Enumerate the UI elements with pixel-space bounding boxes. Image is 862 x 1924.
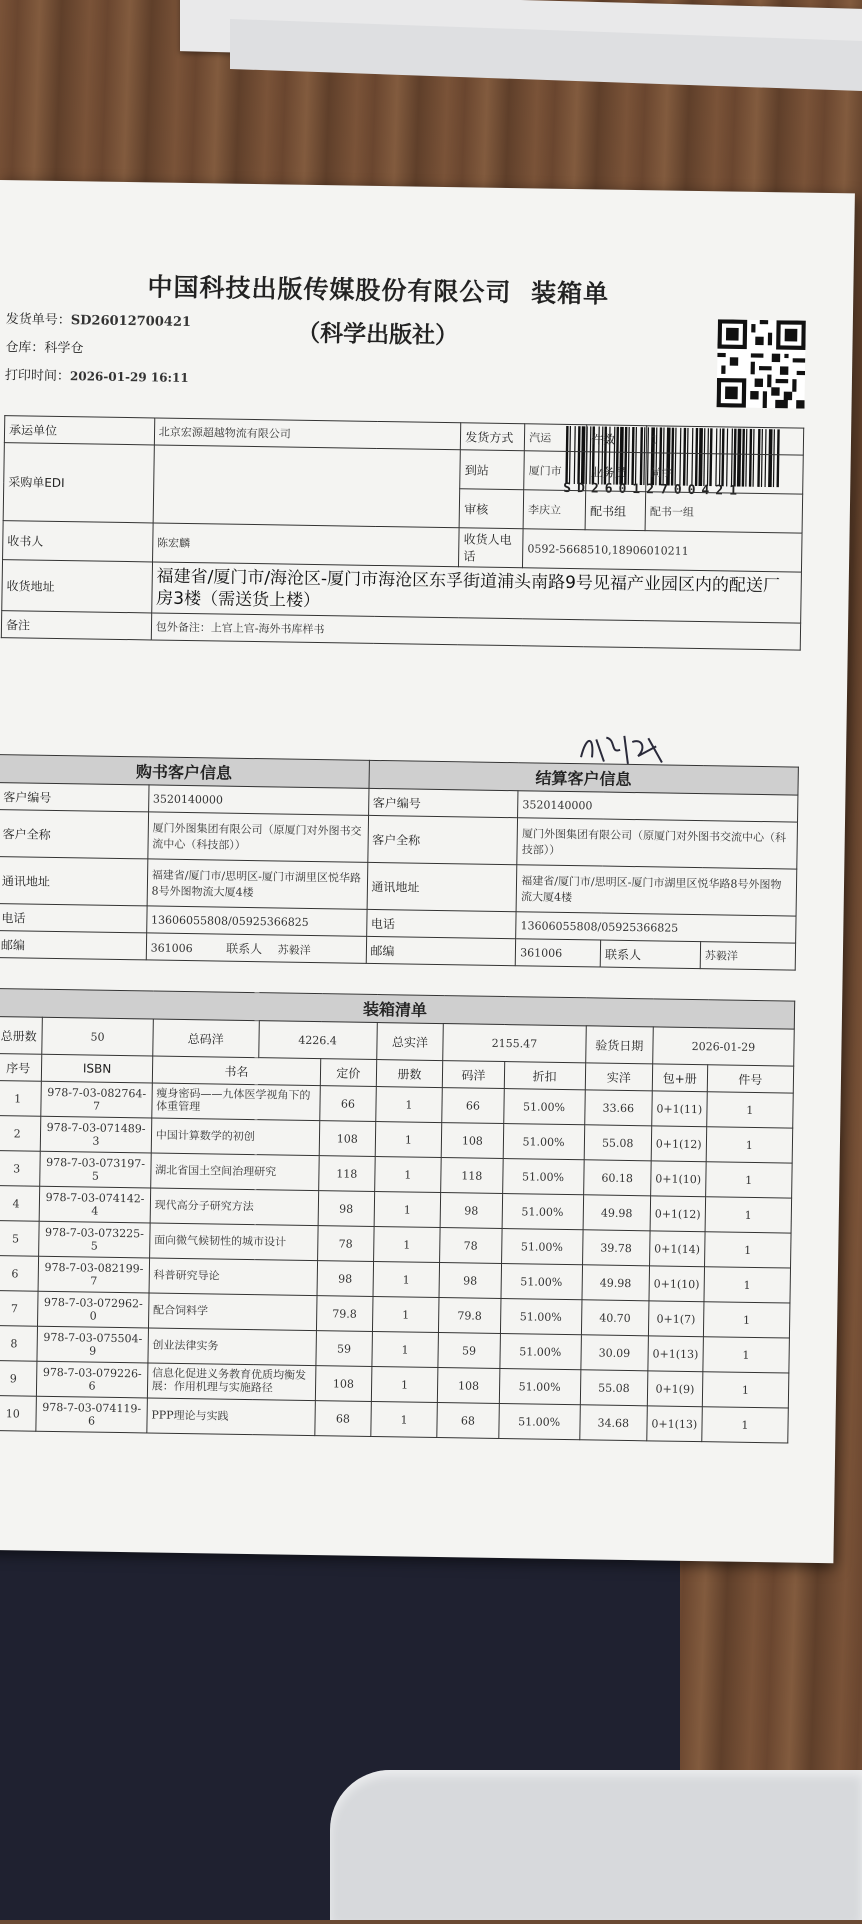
buyer-addr: 福建省/厦门市/思明区-厦门市湖里区悦华路8号外图物流大厦4楼 <box>147 859 368 909</box>
cell-list-price: 108 <box>438 1368 500 1404</box>
cell-pack: 0+1(13) <box>647 1406 702 1442</box>
cell-pack: 0+1(7) <box>648 1301 703 1337</box>
cell-pack: 0+1(14) <box>649 1231 704 1267</box>
company-name: 中国科技出版传媒股份有限公司 <box>147 272 512 308</box>
cell-seq: 6 <box>0 1256 39 1292</box>
total-books: 50 <box>42 1017 153 1056</box>
cell-price: 78 <box>318 1226 374 1262</box>
cell-net-price: 49.98 <box>583 1195 651 1231</box>
cell-title: 科普研究导论 <box>149 1258 318 1296</box>
edi-value <box>153 445 461 528</box>
cell-isbn: 978-7-03-073197-5 <box>40 1151 151 1188</box>
cell-qty: 1 <box>373 1226 440 1262</box>
cell-seq: 9 <box>0 1360 37 1396</box>
buyer-zip-cell <box>146 933 366 963</box>
cell-price: 118 <box>319 1156 375 1192</box>
cell-seq: 1 <box>0 1081 42 1117</box>
cell-pack: 0+1(13) <box>648 1336 703 1372</box>
settle-contact: 苏毅洋 <box>700 942 795 970</box>
cell-price: 98 <box>318 1191 374 1227</box>
cell-list-price: 59 <box>438 1333 500 1369</box>
address-value: 福建省/厦门市/海沧区-厦门市海沧区东孚街道浦头南路9号见福产业园区内的配送厂房3楼（需送货上楼） <box>151 562 801 623</box>
cell-title: 配合饲料学 <box>148 1293 317 1331</box>
buyer-zip: 361006 <box>150 940 193 955</box>
cell-pack: 0+1(9) <box>647 1371 702 1407</box>
cell-title: 湖北省国土空间治理研究 <box>150 1153 319 1191</box>
cell-isbn: 978-7-03-079226-6 <box>37 1361 148 1398</box>
warehouse-label: 仓库： <box>5 340 45 356</box>
cell-seq: 7 <box>0 1290 38 1326</box>
print-time: 2026-01-29 16:11 <box>69 369 189 385</box>
column-header-price: 定价 <box>320 1059 376 1087</box>
audit-label: 审核 <box>459 489 524 529</box>
cell-piece: 1 <box>702 1372 789 1408</box>
phone-value: 0592-5668510,18906010211 <box>523 529 802 572</box>
settle-code-label: 客户编号 <box>368 788 518 817</box>
cell-isbn: 978-7-03-074119-6 <box>36 1396 147 1433</box>
cell-qty: 1 <box>375 1122 442 1158</box>
edi-label: 采购单EDI <box>3 443 154 523</box>
settle-zip: 361006 <box>515 939 600 967</box>
cell-qty: 1 <box>370 1401 437 1437</box>
buyer-name-label: 客户全称 <box>0 810 148 859</box>
cell-discount: 51.00% <box>499 1333 581 1369</box>
packing-section-title: 装箱清单 <box>0 989 795 1030</box>
cell-seq: 3 <box>0 1151 41 1187</box>
settle-contact-label: 联系人 <box>600 940 700 969</box>
column-header-qty: 册数 <box>376 1060 443 1088</box>
check-date: 2026-01-29 <box>653 1027 795 1066</box>
cell-piece: 1 <box>705 1197 792 1233</box>
settle-code: 3520140000 <box>518 791 798 822</box>
settle-section-title: 结算客户信息 <box>369 760 799 795</box>
customer-table <box>0 754 799 971</box>
recipient-label: 收书人 <box>3 521 153 562</box>
settle-addr: 福建省/厦门市/思明区-厦门市湖里区悦华路8号外图物流大厦4楼 <box>516 865 796 916</box>
cell-qty: 1 <box>371 1331 438 1367</box>
cell-qty: 1 <box>373 1261 440 1297</box>
settle-phone-label: 电话 <box>366 909 516 938</box>
check-date-label: 验货日期 <box>585 1026 653 1064</box>
cell-discount: 51.00% <box>501 1264 583 1300</box>
column-header-pack: 包+册 <box>652 1064 707 1092</box>
ship-no-label: 发货单号： <box>5 312 71 329</box>
document-title <box>0 265 759 313</box>
qr-code <box>717 319 806 408</box>
ship-no: SD26012700421 <box>70 313 192 331</box>
buyer-zip-label: 邮编 <box>0 931 146 960</box>
cell-seq: 4 <box>0 1186 40 1222</box>
settle-zip-label: 邮编 <box>366 936 516 965</box>
cell-title: 中国计算数学的初创 <box>151 1118 320 1156</box>
cell-pack: 0+1(10) <box>651 1161 706 1197</box>
total-price: 4226.4 <box>258 1021 377 1060</box>
cell-isbn: 978-7-03-082199-7 <box>38 1256 149 1293</box>
cell-seq: 8 <box>0 1325 38 1361</box>
cell-piece: 1 <box>701 1407 788 1443</box>
buyer-contact: 苏毅洋 <box>277 942 311 957</box>
cell-piece: 1 <box>706 1127 793 1163</box>
cell-title: 瘦身密码——九体医学视角下的体重管理 <box>152 1083 321 1121</box>
buyer-section-title: 购书客户信息 <box>0 755 369 789</box>
settle-phone: 13606055808/05925366825 <box>516 912 796 943</box>
cell-title: 现代高分子研究方法 <box>150 1188 319 1226</box>
cell-qty: 1 <box>374 1192 441 1228</box>
cell-qty: 1 <box>372 1296 439 1332</box>
cell-discount: 51.00% <box>503 1124 585 1160</box>
packing-table <box>0 988 795 1444</box>
cell-discount: 51.00% <box>499 1368 581 1404</box>
salesman-value: 尚宇 <box>646 453 803 494</box>
cell-isbn: 978-7-03-071489-3 <box>41 1116 152 1153</box>
cell-price: 68 <box>315 1401 371 1437</box>
total-books-label: 总册数 <box>0 1017 43 1055</box>
shipping-table <box>1 415 804 651</box>
carrier-label: 承运单位 <box>4 416 154 445</box>
cell-title: 面向微气候韧性的城市设计 <box>149 1223 318 1261</box>
cell-price: 59 <box>316 1331 372 1367</box>
cell-net-price: 34.68 <box>579 1405 647 1441</box>
cell-title: 创业法律实务 <box>148 1328 317 1366</box>
cell-isbn: 978-7-03-075504-9 <box>37 1326 148 1363</box>
cell-seq: 5 <box>0 1221 39 1257</box>
cell-net-price: 60.18 <box>583 1160 651 1196</box>
recipient-value: 陈宏麟 <box>152 523 459 567</box>
cell-net-price: 40.70 <box>581 1300 649 1336</box>
cell-qty: 1 <box>374 1157 441 1193</box>
cell-seq: 2 <box>0 1116 41 1152</box>
cell-qty: 1 <box>371 1366 438 1402</box>
pieces-value: 1 <box>646 426 803 455</box>
column-header-title: 书名 <box>152 1056 321 1086</box>
cell-net-price: 39.78 <box>582 1230 650 1266</box>
buyer-addr-label: 通讯地址 <box>0 857 148 906</box>
settle-name: 厦门外图集团有限公司（原厦门对外图书交流中心（科技部）） <box>517 818 797 869</box>
column-header-piece: 件号 <box>707 1065 794 1093</box>
cell-list-price: 68 <box>437 1403 499 1439</box>
cell-isbn: 978-7-03-072962-0 <box>38 1291 149 1328</box>
buyer-contact-label: 联系人 <box>226 941 263 956</box>
cell-price: 66 <box>320 1086 376 1122</box>
handwritten-signature <box>576 727 667 768</box>
cell-list-price: 78 <box>440 1228 502 1264</box>
cell-net-price: 55.08 <box>580 1370 648 1406</box>
remark-label: 备注 <box>1 611 151 640</box>
cell-pack: 0+1(11) <box>652 1091 707 1127</box>
cell-pack: 0+1(12) <box>651 1126 706 1162</box>
cell-piece: 1 <box>704 1267 791 1303</box>
column-header-net-price: 实洋 <box>585 1063 653 1091</box>
cell-discount: 51.00% <box>500 1298 582 1334</box>
cell-discount: 51.00% <box>501 1229 583 1265</box>
document-subtitle: （科学出版社） <box>296 320 459 350</box>
cell-title: 信息化促进义务教育优质均衡发展：作用机理与实施路径 <box>147 1363 316 1401</box>
total-actual-label: 总实洋 <box>376 1023 443 1061</box>
cell-list-price: 98 <box>440 1193 502 1229</box>
buyer-code: 3520140000 <box>148 785 368 815</box>
cell-piece: 1 <box>706 1092 793 1128</box>
cell-pack: 0+1(12) <box>650 1196 705 1232</box>
cell-list-price: 108 <box>441 1123 503 1159</box>
buyer-phone-label: 电话 <box>0 904 147 933</box>
cell-qty: 1 <box>375 1087 442 1123</box>
print-time-row <box>5 364 189 386</box>
warehouse: 科学仓 <box>44 340 84 357</box>
settle-name-label: 客户全称 <box>367 815 517 864</box>
cell-piece: 1 <box>705 1162 792 1198</box>
salesman-label: 业务员 <box>586 452 647 492</box>
cell-piece: 1 <box>704 1232 791 1268</box>
cell-list-price: 79.8 <box>439 1298 501 1334</box>
cell-list-price: 118 <box>441 1158 503 1194</box>
cell-isbn: 978-7-03-074142-4 <box>39 1186 150 1223</box>
cell-discount: 51.00% <box>503 1089 585 1125</box>
column-header-seq: 序号 <box>0 1054 42 1082</box>
remark-value: 包外备注：上官上官-海外书库样书 <box>151 613 801 650</box>
cell-piece: 1 <box>703 1337 790 1373</box>
total-actual: 2155.47 <box>443 1024 586 1063</box>
group-value: 配书一组 <box>645 492 802 533</box>
method-label: 发货方式 <box>461 423 525 451</box>
cell-discount: 51.00% <box>498 1403 580 1439</box>
packing-slip-sheet <box>0 180 855 1563</box>
cell-piece: 1 <box>703 1302 790 1338</box>
doc-type: 装箱单 <box>530 278 610 309</box>
settle-addr-label: 通讯地址 <box>367 862 517 911</box>
cell-net-price: 33.66 <box>584 1090 652 1126</box>
cell-isbn: 978-7-03-082764-7 <box>41 1081 152 1118</box>
ship-no-row <box>6 308 191 330</box>
cell-discount: 51.00% <box>502 1194 584 1230</box>
column-header-isbn: ISBN <box>42 1054 153 1083</box>
cell-price: 98 <box>317 1261 373 1297</box>
cell-discount: 51.00% <box>502 1159 584 1195</box>
cell-title: PPP理论与实践 <box>147 1398 316 1436</box>
phone-label: 收货人电话 <box>459 528 524 568</box>
column-header-list-price: 码洋 <box>443 1061 505 1089</box>
print-time-label: 打印时间： <box>4 368 71 385</box>
cell-price: 79.8 <box>317 1296 373 1332</box>
cell-seq: 10 <box>0 1395 37 1431</box>
station-label: 到站 <box>460 450 525 490</box>
station-value: 厦门市 <box>524 451 587 491</box>
cell-price: 108 <box>315 1366 371 1402</box>
device <box>330 1770 862 1920</box>
buyer-name: 厦门外图集团有限公司（原厦门对外图书交流中心（科技部）） <box>148 812 369 862</box>
pieces-label: 件数 <box>586 425 646 453</box>
buyer-code-label: 客户编号 <box>0 783 149 812</box>
address-label: 收货地址 <box>2 560 153 613</box>
total-price-label: 总码洋 <box>153 1019 259 1058</box>
cell-net-price: 30.09 <box>581 1335 649 1371</box>
cell-price: 108 <box>319 1121 375 1157</box>
barcode-text: SD26012700421 <box>563 480 744 499</box>
method-value: 汽运 <box>525 424 587 452</box>
cell-pack: 0+1(10) <box>649 1266 704 1302</box>
cell-list-price: 66 <box>442 1088 504 1124</box>
buyer-phone: 13606055808/05925366825 <box>146 906 366 936</box>
cell-net-price: 55.08 <box>584 1125 652 1161</box>
carrier-value: 北京宏源超越物流有限公司 <box>154 418 461 450</box>
cell-net-price: 49.98 <box>582 1265 650 1301</box>
warehouse-row <box>5 336 83 356</box>
cell-isbn: 978-7-03-073225-5 <box>39 1221 150 1258</box>
column-header-discount: 折扣 <box>504 1062 586 1090</box>
packing-body <box>0 1054 794 1444</box>
audit-value: 李庆立 <box>523 490 586 530</box>
group-label: 配书组 <box>585 491 646 531</box>
cell-list-price: 98 <box>439 1263 501 1299</box>
